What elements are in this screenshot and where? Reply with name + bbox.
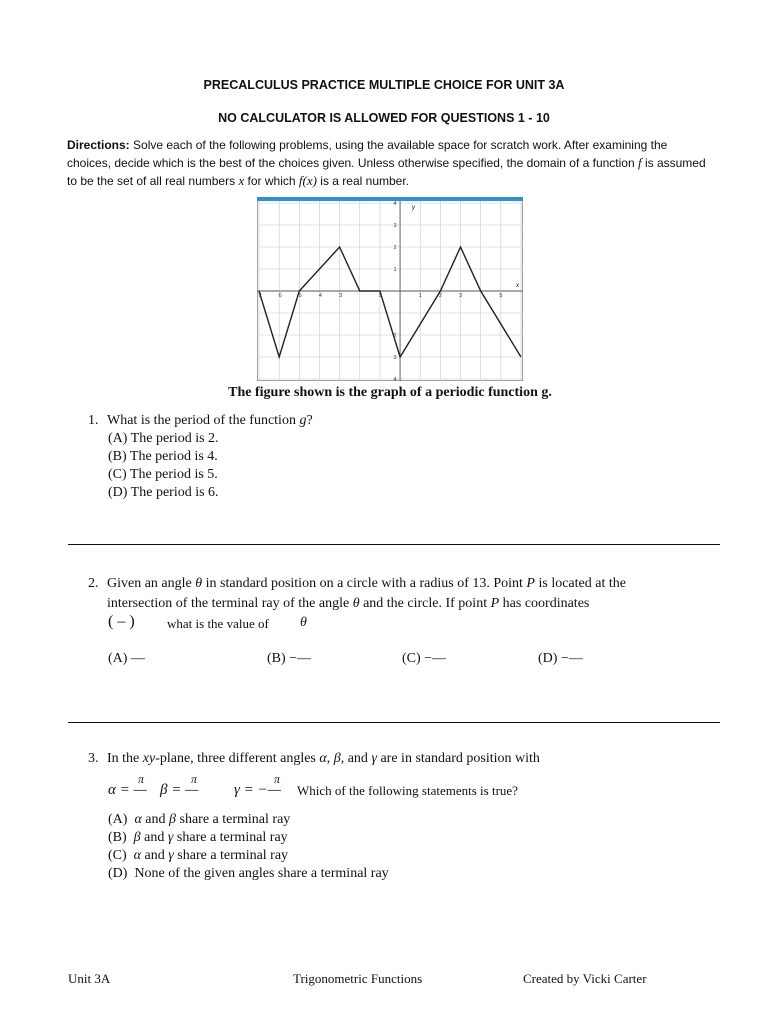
choice-tail: None of the given angles share a terminal ray [134, 866, 389, 881]
question-1-stem-post: ? [306, 413, 313, 428]
question-1-stem-pre: What is the period of the function [107, 413, 300, 428]
question-3-choice-c[interactable] [108, 847, 288, 865]
divider-1 [68, 544, 720, 545]
choice-label: (C) [108, 848, 127, 863]
divider-2 [68, 722, 720, 723]
equation-gamma: γ = −— [234, 782, 281, 798]
pi-alpha: π [138, 772, 145, 786]
question-2-choice-a[interactable]: (A) — [108, 651, 145, 666]
alpha-symbol: α [319, 751, 327, 766]
question-2-text-f: has coordinates [499, 596, 590, 611]
directions-text-2: is assumed to be the set of all real numbers [67, 156, 706, 188]
gamma-symbol: γ [371, 751, 377, 766]
directions-var-f: f [637, 155, 642, 170]
question-3-line-1 [107, 750, 540, 768]
question-1-number: 1. [88, 413, 99, 428]
question-2-line-1 [107, 575, 626, 593]
pi-gamma: π [274, 772, 281, 786]
question-3-choice-d[interactable] [108, 865, 389, 883]
equation-beta: β = — [160, 782, 199, 798]
theta-symbol: θ [195, 576, 203, 591]
choice-and: and [140, 830, 168, 845]
point-p: P [490, 596, 500, 611]
x-tick-label: 3 [339, 293, 343, 299]
x-axis-label: x [516, 283, 519, 289]
graph-frame [257, 197, 523, 381]
question-2-text-e: and the circle. If point [359, 596, 491, 611]
question-2-line-2 [107, 595, 589, 613]
choice-and: and [141, 848, 169, 863]
figure-caption: The figure shown is the graph of a periodic function g. [228, 385, 552, 400]
directions-fx: f(x) [298, 173, 317, 188]
x-tick-label: 2 [438, 293, 442, 299]
y-tick-label: 4 [393, 377, 397, 381]
y-tick-label: 4 [393, 201, 397, 207]
choice-tail: share a terminal ray [173, 830, 288, 845]
figure-graph [257, 197, 523, 381]
choice-var-2: β [169, 812, 176, 827]
choice-var-2: γ [168, 848, 174, 863]
beta-symbol: β [333, 751, 341, 766]
x-tick-label: 6 [278, 293, 282, 299]
question-2-choice-d[interactable]: (D) −— [538, 651, 583, 666]
question-3-choice-a[interactable] [108, 811, 290, 829]
question-2 [0, 575, 768, 675]
y-tick-label: 2 [393, 333, 397, 339]
question-3-choice-b[interactable] [108, 829, 288, 847]
question-1-choice-c[interactable]: (C) The period is 5. [108, 467, 218, 482]
footer-center: Trigonometric Functions [293, 971, 423, 986]
question-1-stem [107, 412, 313, 430]
question-3-number: 3. [88, 751, 99, 766]
choice-var-1: α [133, 848, 142, 863]
xy-label: xy [142, 751, 156, 766]
question-3-text-c: , and [340, 751, 372, 766]
directions-text-4: is a real number. [316, 174, 409, 188]
choice-tail: share a terminal ray [173, 848, 289, 863]
theta-symbol: θ [352, 596, 360, 611]
theta-symbol: θ [300, 615, 307, 630]
question-2-text-a: Given an angle [107, 576, 196, 591]
x-tick-label: 5 [499, 293, 503, 299]
question-2-text-b: in standard position on a circle with a radius of 13. Point [202, 576, 527, 591]
question-1 [0, 412, 768, 512]
y-tick-label: 3 [393, 355, 397, 361]
x-tick-label: 1 [418, 293, 422, 299]
choice-label: (A) [108, 812, 128, 827]
question-3-comma: , [326, 751, 334, 766]
x-tick-label: 5 [298, 293, 302, 299]
page-subtitle: NO CALCULATOR IS ALLOWED FOR QUESTIONS 1 - 10 [218, 111, 550, 125]
choice-label: (D) [108, 866, 128, 881]
choice-var-1: α [134, 812, 142, 827]
question-2-choice-c[interactable]: (C) −— [402, 651, 447, 666]
directions-label: Directions: [67, 138, 130, 152]
directions-var-x: x [238, 173, 245, 188]
x-tick-label: 3 [459, 293, 463, 299]
directions-text-1: Solve each of the following problems, using the available space for scratch work. After examining the choices, decide which is the best of the choices given. Unless otherwise specified, the domain of a function [67, 138, 668, 170]
choice-and: and [141, 812, 170, 827]
question-2-line-3: what is the value of [167, 616, 269, 631]
question-2-choice-b[interactable]: (B) −— [267, 651, 312, 666]
y-tick-label: 2 [393, 245, 397, 251]
choice-var-2: γ [167, 830, 174, 845]
question-1-choice-b[interactable]: (B) The period is 4. [108, 449, 218, 464]
question-3 [0, 750, 768, 890]
equation-alpha: α = — [108, 782, 147, 798]
x-tick-label: 7 [258, 293, 262, 299]
question-3-text-a: In the [107, 751, 143, 766]
question-3-text-b: -plane, three different angles [155, 751, 320, 766]
question-1-stem-var: g [299, 413, 307, 428]
question-2-text-d: intersection of the terminal ray of the angle [107, 596, 353, 611]
footer-right: Created by Vicki Carter [523, 971, 647, 986]
x-tick-label: 4 [318, 293, 322, 299]
x-tick-label: 1 [378, 293, 382, 299]
graph-top-bar [257, 197, 523, 201]
y-tick-label: 3 [393, 223, 397, 229]
question-1-choice-a[interactable]: (A) The period is 2. [108, 431, 219, 446]
question-3-text-d: are in standard position with [376, 751, 540, 766]
question-2-number: 2. [88, 576, 99, 591]
question-1-choice-d[interactable]: (D) The period is 6. [108, 485, 219, 500]
choice-tail: share a terminal ray [176, 812, 291, 827]
directions [67, 137, 707, 190]
directions-text-3: for which [244, 174, 299, 188]
question-2-text-c: is located at the [534, 576, 626, 591]
question-2-coordinates: ( – ) [108, 613, 135, 630]
page-title: PRECALCULUS PRACTICE MULTIPLE CHOICE FOR UNIT 3A [203, 78, 565, 92]
footer-left: Unit 3A [68, 971, 111, 986]
question-3-line-2: Which of the following statements is true? [297, 783, 518, 798]
y-axis-label: y [412, 205, 415, 211]
choice-label: (B) [108, 830, 127, 845]
pi-beta: π [191, 772, 198, 786]
graph-svg [257, 197, 523, 381]
point-p: P [526, 576, 535, 591]
choice-var-1: β [133, 830, 141, 845]
y-tick-label: 1 [393, 267, 397, 273]
